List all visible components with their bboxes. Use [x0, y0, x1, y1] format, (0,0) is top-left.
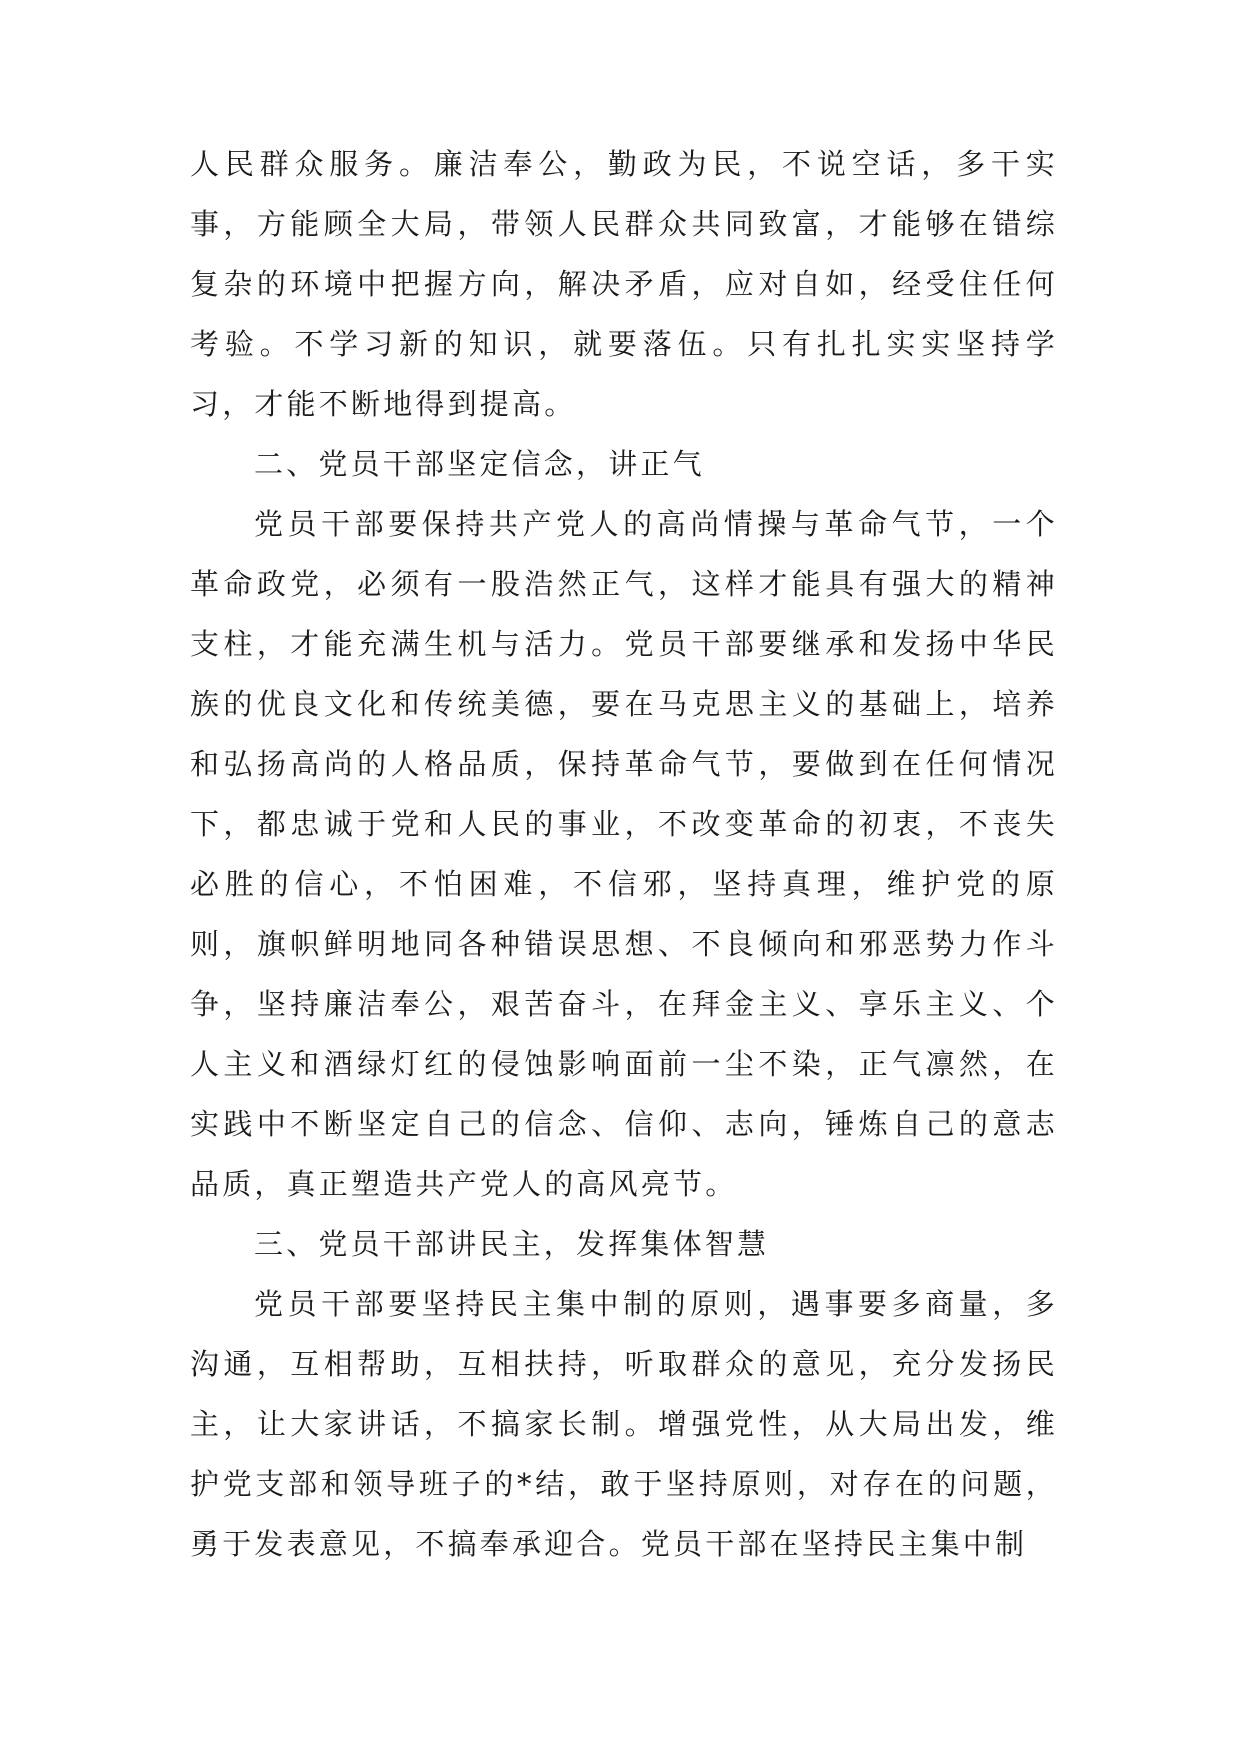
paragraph-continuation: 人民群众服务。廉洁奉公，勤政为民，不说空话，多干实事，方能顾全大局，带领人民群众共同致富，才能够在错综复杂的环境中把握方向，解决矛盾，应对自如，经受住任何考验。不学习新的知识，就要落伍。只有扎扎实实坚持学习，才能不断地得到提高。 [190, 147, 1058, 421]
section-heading-3: 三、党员干部讲民主，发挥集体智慧 [254, 1227, 770, 1261]
document-body [190, 134, 1058, 1574]
section-heading-2: 二、党员干部坚定信念，讲正气 [254, 447, 705, 481]
paragraph-section-3: 党员干部要坚持民主集中制的原则，遇事要多商量，多沟通，互相帮助，互相扶持，听取群众的意见，充分发扬民主，让大家讲话，不搞家长制。增强党性，从大局出发，维护党支部和领导班子的*结，敢于坚持原则，对存在的问题，勇于发表意见，不搞奉承迎合。党员干部在坚持民主集中制 [190, 1287, 1058, 1561]
paragraph-section-2: 党员干部要保持共产党人的高尚情操与革命气节，一个革命政党，必须有一股浩然正气，这样才能具有强大的精神支柱，才能充满生机与活力。党员干部要继承和发扬中华民族的优良文化和传统美德，要在马克思主义的基础上，培养和弘扬高尚的人格品质，保持革命气节，要做到在任何情况下，都忠诚于党和人民的事业，不改变革命的初衷，不丧失必胜的信心，不怕困难，不信邪，坚持真理，维护党的原则，旗帜鲜明地同各种错误思想、不良倾向和邪恶势力作斗争，坚持廉洁奉公，艰苦奋斗，在拜金主义、享乐主义、个人主义和酒绿灯红的侵蚀影响面前一尘不染，正气凛然，在实践中不断坚定自己的信念、信仰、志向，锤炼自己的意志品质，真正塑造共产党人的高风亮节。 [190, 507, 1058, 1201]
